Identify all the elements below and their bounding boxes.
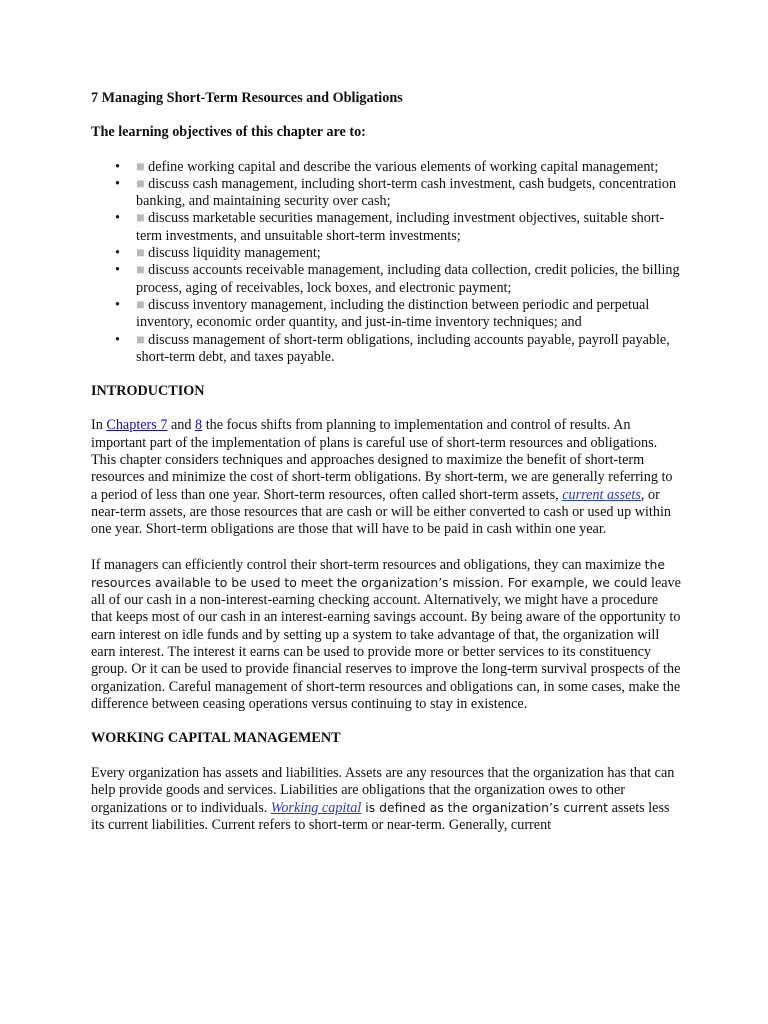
bullet-icon: • (115, 296, 120, 313)
text-run: leave all of our cash in a non-interest-earning checking account. Alternatively, we might have a procedure that keeps most of our cash in an interest-earning savings account. By being aware of the opportunity to earn interest on idle funds and by setting up a system to take advantage of that, the organization will earn interest. The interest it earns can be used to provide more or better services to its constituency group. Or it can be used to provide financial reserves to improve the long-term survival prospects of the organization. Careful management of short-term resources and obligations can, in some cases, make the difference between ceasing operations versus continuing to stay in existence. (91, 574, 681, 712)
bullet-icon: • (115, 210, 120, 227)
introduction-heading: INTRODUCTION (91, 383, 205, 400)
list-item (91, 332, 681, 367)
text-run: assets less its current liabilities. Current refers to short-term or near-term. Generally, current (91, 800, 670, 834)
chapter-8-link[interactable]: 8 (195, 417, 203, 434)
working-capital-paragraph-1 (91, 765, 681, 835)
text-run-sans: the resources available to be used to meet the organization’s mission. For example, we could (91, 556, 665, 590)
current-assets-link[interactable]: current assets (562, 486, 641, 503)
square-marker-icon: ■ (136, 175, 145, 192)
square-marker-icon: ■ (136, 331, 145, 348)
bullet-icon: • (115, 245, 120, 262)
list-item (91, 297, 681, 332)
text-run: , or near-term assets, are those resources that are cash or will be either converted to cash or used up within one year. Short-term obligations are those that will have to be paid in cash within one year. (91, 486, 672, 538)
text-run: If managers can efficiently control their short-term resources and obligations, they can maximize (91, 556, 645, 573)
objectives-heading: The learning objectives of this chapter are to: (91, 124, 366, 141)
objective-text: discuss accounts receivable management, including data collection, credit policies, the billing process, aging of receivables, lock boxes, and electronic payment; (136, 262, 680, 296)
text-run: In (91, 417, 107, 434)
working-capital-link[interactable]: Working capital (270, 800, 362, 817)
objective-text: discuss liquidity management; (148, 245, 321, 262)
objective-text: discuss management of short-term obligations, including accounts payable, payroll payable, short-term debt, and taxes payable. (136, 331, 670, 365)
list-item (91, 210, 681, 245)
square-marker-icon: ■ (136, 210, 145, 227)
square-marker-icon: ■ (136, 296, 145, 313)
chapter-title: 7 Managing Short-Term Resources and Obligations (91, 90, 403, 106)
objective-text: define working capital and describe the various elements of working capital management; (148, 158, 659, 175)
objective-text: discuss inventory management, including the distinction between periodic and perpetual inventory, economic order quantity, and just-in-time inventory techniques; and (136, 296, 650, 331)
bullet-icon: • (115, 331, 120, 348)
text-run: Every organization has assets and liabilities. Assets are any resources that the organization has that can help provide goods and services. Liabilities are obligations that the organization owes to other organizations or to individuals. (91, 764, 675, 817)
bullet-icon: • (115, 175, 120, 192)
introduction-paragraph-2 (91, 556, 681, 714)
bullet-icon: • (115, 158, 120, 175)
document-content (91, 90, 681, 835)
text-run-sans: is defined as the organization’s current (361, 800, 609, 816)
square-marker-icon: ■ (136, 262, 145, 279)
square-marker-icon: ■ (136, 245, 145, 262)
objective-text: discuss cash management, including short-term cash investment, cash budgets, concentration banking, and maintaining security over cash; (136, 175, 677, 210)
working-capital-heading: WORKING CAPITAL MANAGEMENT (91, 730, 341, 747)
chapters-7-link[interactable]: Chapters 7 (106, 417, 168, 434)
square-marker-icon: ■ (136, 158, 145, 175)
text-run: the focus shifts from planning to implementation and control of results. An important part of the implementation of plans is careful use of short-term resources and obligations. This chapter considers techniques and approaches designed to maximize the benefit of short-term resources and minimize the cost of short-term obligations. By short-term, we are generally referring to a period of less than one year. Short-term resources, often called short-term assets, (91, 417, 673, 503)
list-item (91, 262, 681, 297)
bullet-icon: • (115, 262, 120, 279)
objective-text: discuss marketable securities management, including investment objectives, suitable short-term investments, and unsuitable short-term investments; (136, 210, 665, 244)
list-item (91, 245, 681, 262)
list-item (91, 159, 681, 176)
introduction-paragraph-1 (91, 417, 681, 538)
list-item (91, 176, 681, 211)
objectives-list (91, 159, 681, 367)
text-run: and (167, 417, 196, 434)
